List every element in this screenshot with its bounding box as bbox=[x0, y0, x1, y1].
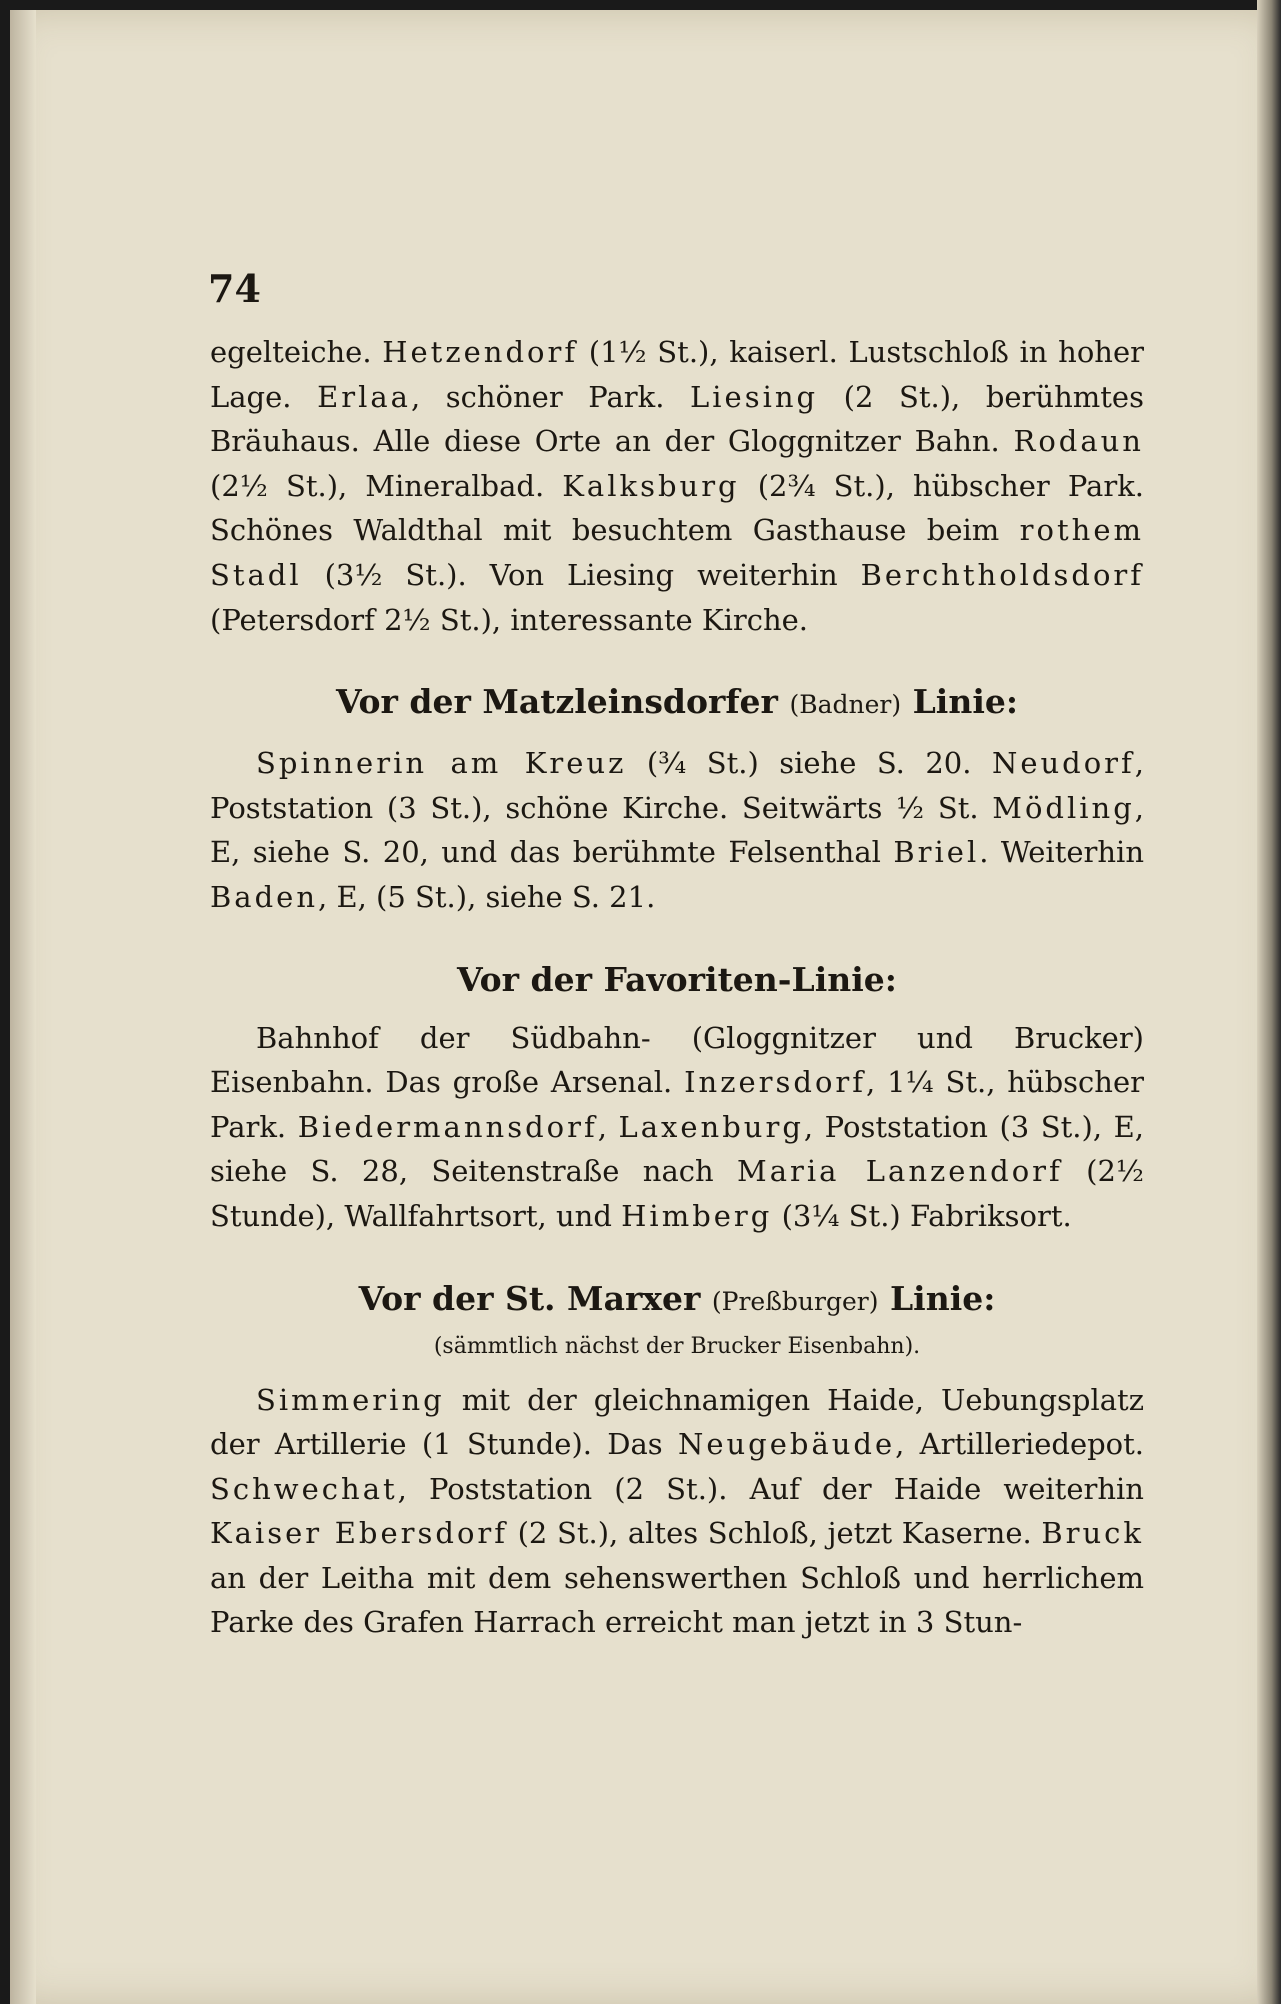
text-run: (2½ Stunde), Wallfahrtsort, und bbox=[210, 1154, 1144, 1233]
page-edge bbox=[1257, 0, 1281, 2004]
text-run: (3½ St.). Von Liesing weiterhin bbox=[301, 557, 861, 592]
text-run: mit der gleichnamigen Haide, Uebungsplatz der Artillerie (1 Stunde). Das bbox=[210, 1382, 1144, 1462]
heading-small: (Badner) bbox=[789, 690, 902, 720]
text-run: , Poststation (3 St.), schöne Kirche. Seitwärts ½ St. bbox=[210, 746, 1144, 825]
text-run: (2½ St.), Mineralbad. bbox=[210, 468, 563, 503]
text-run: (2¾ St.), hübscher Park. Schönes Waldthal mit besuchtem Gasthause beim bbox=[210, 468, 1144, 548]
page-body bbox=[210, 330, 1144, 1645]
place-name: Simmering bbox=[256, 1382, 445, 1417]
text-run: egelteiche. bbox=[210, 335, 383, 369]
heading-text: Vor der St. Marxer bbox=[358, 1278, 701, 1318]
place-name: Neudorf bbox=[991, 746, 1135, 781]
place-name: Inzersdorf bbox=[684, 1065, 867, 1100]
text-run: (1½ St.), kaiserl. Lustschloß in hoher Lage. bbox=[210, 335, 1144, 414]
place-name: Schwechat bbox=[210, 1471, 398, 1506]
place-name: Berchtholdsdorf bbox=[860, 557, 1144, 592]
place-name: Bruck bbox=[1041, 1516, 1144, 1551]
text-run: , Artilleriedepot. bbox=[895, 1427, 1144, 1462]
place-name: Laxenburg bbox=[618, 1109, 804, 1144]
heading-text: Linie: bbox=[912, 682, 1019, 722]
page-number: 74 bbox=[208, 266, 261, 311]
heading-small: (Preßburger) bbox=[711, 1286, 879, 1316]
text-run: (¾ St.) siehe S. 20. bbox=[626, 746, 992, 781]
place-name: Neugebäude bbox=[677, 1427, 896, 1462]
heading-text: Linie: bbox=[889, 1278, 996, 1318]
place-name: Erlaa bbox=[317, 379, 411, 414]
text-run: , 1¼ St., hübscher Park. bbox=[210, 1065, 1144, 1144]
section-subnote: (sämmtlich nächst der Brucker Eisenbahn). bbox=[433, 1333, 921, 1359]
place-name: Kaiser Ebersdorf bbox=[210, 1516, 509, 1551]
section-paragraph bbox=[210, 741, 1144, 919]
section-heading-st-marx bbox=[210, 1277, 1144, 1324]
text-run: , Poststation (2 St.). Auf der Haide weiterhin bbox=[397, 1471, 1144, 1506]
text-run: (2 St.), berühmtes Bräuhaus. Alle diese Orte an der Gloggnitzer Bahn. bbox=[210, 379, 1144, 459]
place-name: Liesing bbox=[690, 379, 819, 414]
text-run: , E, siehe S. 20, und das berühmte Felsenthal bbox=[210, 790, 1144, 870]
page-gutter bbox=[10, 10, 36, 2004]
place-name: rothem Stadl bbox=[210, 513, 1144, 592]
text-run: (3¼ St.) Fabriksort. bbox=[772, 1198, 1072, 1233]
place-name: Baden bbox=[210, 879, 319, 914]
section-paragraph bbox=[210, 1378, 1144, 1646]
place-name: Briel bbox=[893, 835, 980, 870]
section-heading-favoriten: Vor der Favoriten-Linie: bbox=[457, 959, 897, 999]
text-run: Bahnhof der Südbahn- (Gloggnitzer und Brucker) Eisenbahn. Das große Arsenal. bbox=[210, 1020, 1144, 1100]
place-name: Hetzendorf bbox=[382, 335, 579, 369]
place-name: Mödling bbox=[992, 790, 1135, 825]
place-name: Spinnerin am Kreuz bbox=[256, 746, 627, 781]
text-run: an der Leitha mit dem sehenswerthen Schloß und herrlichem Parke des Grafen Harrach erreicht man jetzt in 3 Stun- bbox=[210, 1560, 1144, 1640]
section-heading-matzleinsdorf bbox=[210, 680, 1144, 727]
section-paragraph bbox=[210, 1016, 1144, 1239]
text-run: (2 St.), altes Schloß, jetzt Kaserne. bbox=[508, 1516, 1042, 1551]
text-run: , E, (5 St.), siehe S. 21. bbox=[318, 879, 656, 914]
place-name: Himberg bbox=[621, 1198, 773, 1233]
place-name: Rodaun bbox=[1013, 424, 1144, 459]
text-run: , schöner Park. bbox=[410, 379, 690, 414]
place-name: Biedermannsdorf bbox=[297, 1109, 598, 1144]
text-run: , bbox=[597, 1109, 619, 1144]
text-run: (Petersdorf 2½ St.), interessante Kirche. bbox=[210, 602, 809, 637]
intro-paragraph bbox=[210, 330, 1144, 642]
heading-text: Vor der Matzleinsdorfer bbox=[335, 682, 778, 722]
place-name: Kalksburg bbox=[562, 468, 740, 503]
text-run: . Weiterhin bbox=[979, 835, 1145, 870]
text-run: , Poststation (3 St.), E, siehe S. 28, Seitenstraße nach bbox=[210, 1109, 1144, 1189]
place-name: Maria Lanzendorf bbox=[737, 1154, 1063, 1189]
